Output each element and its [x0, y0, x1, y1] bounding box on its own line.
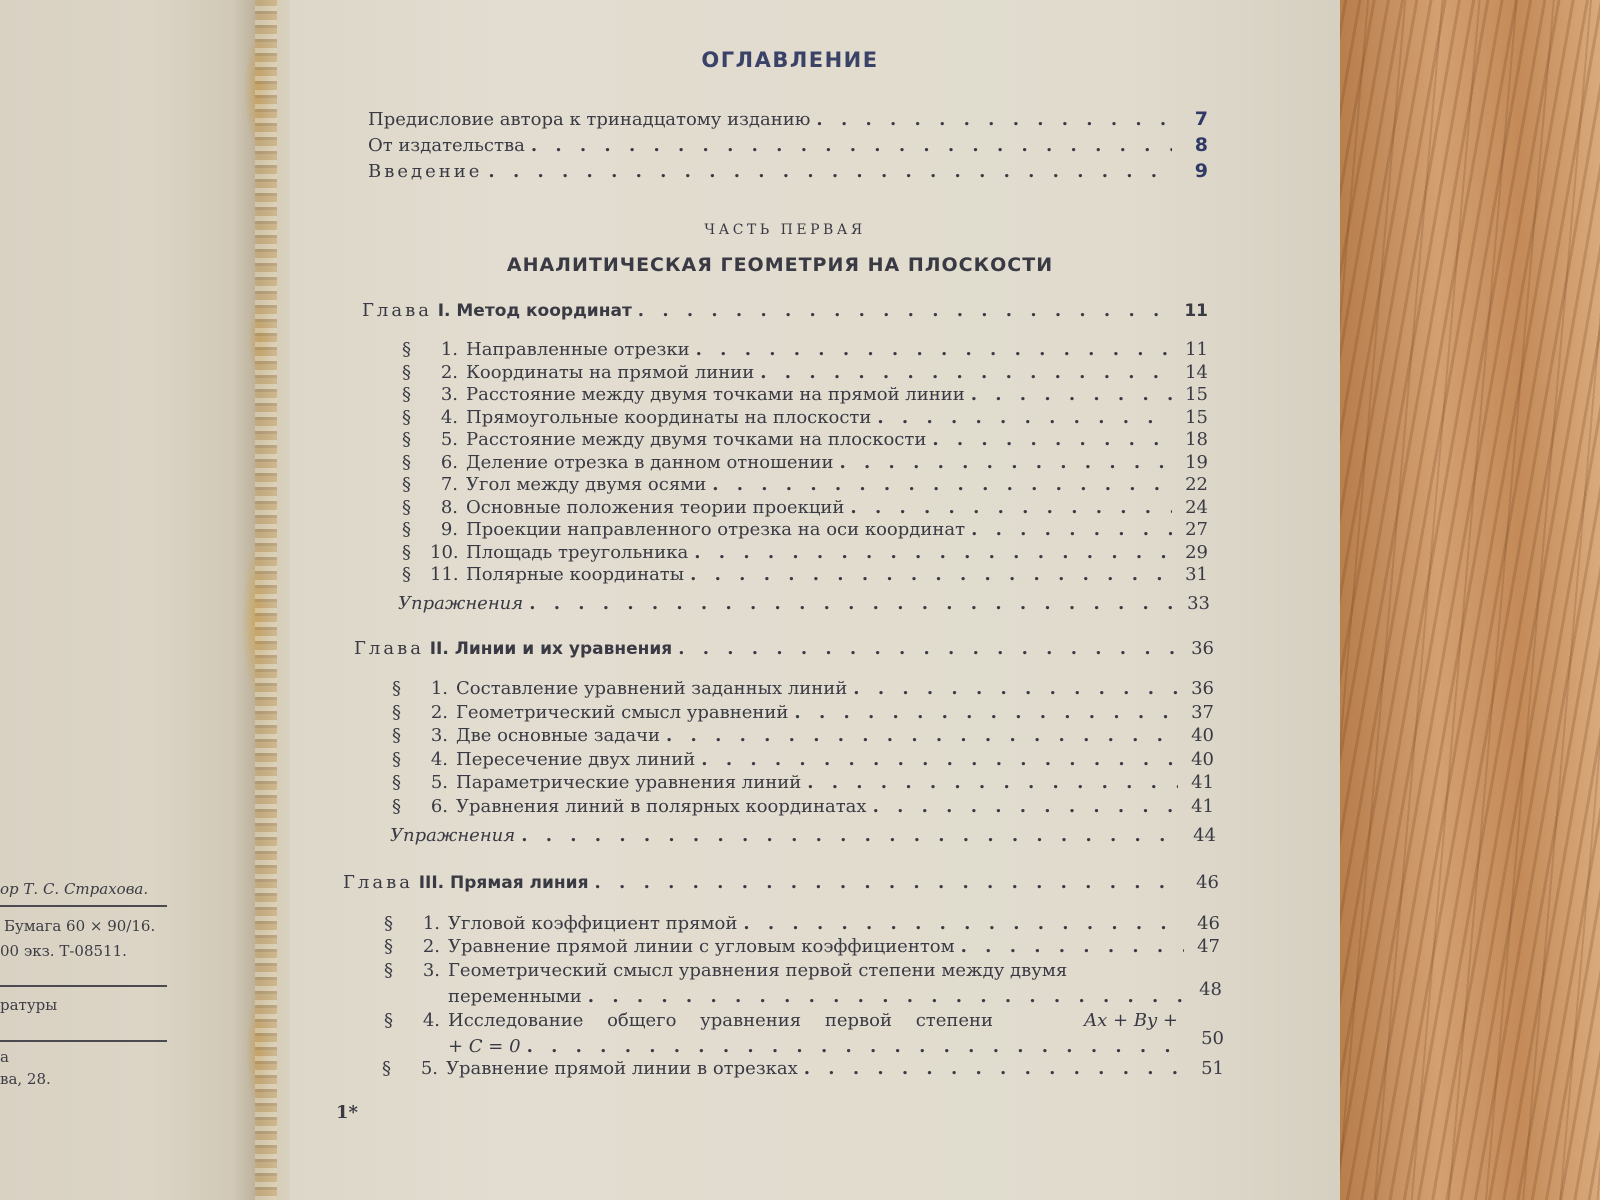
chapter-heading [362, 300, 1208, 321]
section-label: Параметрические уравнения линий [456, 772, 802, 793]
section-number: 11. [430, 564, 459, 585]
section-label: Уравнение прямой линии в отрезках [446, 1058, 798, 1079]
section-symbol: § [382, 1058, 391, 1079]
exercises-label: Упражнения [398, 593, 524, 614]
section-label: Проекции направленного отрезка на оси координат [466, 519, 966, 540]
section-label: Полярные координаты [466, 564, 685, 585]
leader-dots [588, 986, 1186, 1007]
section-symbol: § [392, 678, 401, 699]
section-label: Составление уравнений заданных линий [456, 678, 848, 699]
section-entry [402, 407, 1208, 428]
section-label: Деление отрезка в данном отношении [466, 451, 834, 473]
section-page: 40 [1191, 725, 1214, 746]
divider [0, 1040, 167, 1042]
section-number: 5. [420, 1058, 438, 1079]
section-number: 3. [440, 384, 458, 405]
toc-entry [368, 134, 1208, 156]
leader-dots [794, 702, 1178, 723]
section-entry [392, 725, 1214, 746]
section-number: 2. [440, 361, 458, 383]
section-page: 40 [1191, 748, 1214, 770]
section-entry-line1 [384, 960, 1067, 981]
section-symbol: § [402, 451, 411, 473]
section-label: Угол между двумя осями [466, 474, 707, 495]
section-symbol: § [392, 701, 401, 723]
section-number: 4. [440, 406, 458, 428]
chapter-prefix: Глава [343, 872, 413, 893]
section-page: 24 [1185, 496, 1208, 518]
section-entry-line2 [448, 1028, 1224, 1057]
entry-label: От издательства [368, 135, 525, 156]
section-label: Уравнение прямой линии с угловым коэффициентом [448, 936, 955, 957]
section-entry-line1 [384, 1010, 1178, 1031]
section-entry [402, 362, 1208, 383]
chapter-page: 11 [1184, 301, 1208, 321]
chapter-title: I. Метод координат [437, 301, 632, 321]
exercises-entry [390, 825, 1216, 846]
leader-dots [816, 109, 1172, 130]
chapter-prefix: Глава [354, 638, 424, 659]
section-page: 46 [1197, 913, 1220, 934]
leader-dots [712, 474, 1172, 495]
leader-dots [529, 593, 1174, 614]
section-number: 5. [440, 429, 458, 450]
address-line-a: а [0, 1048, 9, 1066]
toc-entry [368, 160, 1208, 182]
section-symbol: § [392, 772, 401, 793]
leader-dots [807, 772, 1178, 793]
editor-line: ор Т. С. Страхова. [0, 880, 149, 898]
section-page: 41 [1191, 795, 1214, 817]
section-symbol: § [402, 429, 411, 450]
leader-dots [638, 300, 1172, 321]
section-page: 19 [1185, 451, 1208, 473]
leader-dots [521, 825, 1180, 846]
leader-dots [961, 936, 1184, 957]
part-label: ЧАСТЬ ПЕРВАЯ [704, 222, 866, 238]
section-symbol: § [384, 936, 393, 957]
section-symbol: § [384, 960, 393, 981]
section-symbol: § [402, 496, 411, 518]
section-symbol: § [402, 361, 411, 383]
section-number: 4. [430, 748, 448, 770]
section-number: 8. [440, 496, 458, 518]
section-entry [402, 519, 1208, 540]
leader-dots [701, 749, 1178, 770]
leader-dots [595, 872, 1184, 893]
entry-page: 7 [1194, 108, 1208, 130]
section-entry [402, 564, 1208, 585]
section-label: Прямоугольные координаты на плоскости [466, 406, 872, 428]
section-entry [402, 384, 1208, 405]
section-entry [392, 796, 1214, 817]
section-entry [402, 452, 1208, 473]
section-page: 22 [1185, 474, 1208, 495]
section-entry [382, 1058, 1224, 1079]
section-label: Расстояние между двумя точками на плоскости [466, 429, 927, 450]
section-label: Расстояние между двумя точками на прямой линии [466, 384, 965, 405]
section-number: 10. [430, 541, 459, 563]
toc-title: ОГЛАВЛЕНИЕ [701, 48, 879, 72]
section-page: 31 [1185, 564, 1208, 585]
chapter-page: 36 [1191, 638, 1214, 659]
entry-page: 9 [1194, 160, 1208, 182]
section-formula-cont: + C = 0 [448, 1036, 521, 1057]
literature-line: ратуры [0, 996, 58, 1014]
section-number: 9. [440, 519, 458, 540]
entry-label: Введение [368, 161, 483, 182]
section-label: Направленные отрезки [466, 339, 690, 360]
leader-dots [873, 796, 1178, 817]
leader-dots [853, 678, 1178, 699]
section-entry-line2 [448, 979, 1222, 1007]
section-label: Геометрический смысл уравнений [456, 701, 789, 723]
section-entry [392, 678, 1214, 699]
section-number: 1. [430, 678, 448, 699]
leader-dots [666, 725, 1178, 746]
section-entry [402, 497, 1208, 518]
chapter-prefix: Глава [362, 300, 432, 321]
section-page: 48 [1199, 979, 1222, 1000]
section-entry [392, 749, 1214, 770]
section-page: 14 [1185, 361, 1208, 383]
page-signature-mark: 1* [336, 1102, 358, 1123]
toc-entry [368, 108, 1208, 130]
divider [0, 985, 167, 987]
section-label: Площадь треугольника [466, 541, 689, 563]
section-page: 11 [1185, 339, 1208, 360]
section-symbol: § [384, 1010, 393, 1031]
exercises-entry [398, 593, 1210, 614]
leader-dots [696, 339, 1172, 360]
section-page: 36 [1191, 678, 1214, 699]
section-label: Пересечение двух линий [456, 748, 696, 770]
exercises-page: 44 [1193, 825, 1216, 846]
leader-dots [694, 542, 1172, 563]
section-page: 15 [1185, 406, 1208, 428]
leader-dots [932, 429, 1172, 450]
section-number: 6. [430, 795, 448, 817]
leader-dots [850, 497, 1172, 518]
leader-dots [877, 407, 1172, 428]
wooden-table [1330, 0, 1600, 1200]
leader-dots [690, 564, 1172, 585]
section-symbol: § [402, 384, 411, 405]
section-number: 3. [430, 725, 448, 746]
section-formula: Ax + By + [1084, 1010, 1178, 1031]
section-label: Основные положения теории проекций [466, 496, 845, 518]
spine-binding [255, 0, 277, 1200]
section-page: 50 [1201, 1028, 1224, 1049]
section-entry [384, 913, 1220, 934]
section-page: 51 [1201, 1058, 1224, 1079]
section-label: Координаты на прямой линии [466, 361, 755, 383]
section-entry [384, 936, 1220, 957]
entry-label: Предисловие автора к тринадцатому изданию [368, 109, 811, 130]
section-label: Уравнения линий в полярных координатах [456, 795, 867, 817]
chapter-title: III. Прямая линия [418, 873, 589, 893]
section-symbol: § [392, 748, 401, 770]
section-page: 29 [1185, 541, 1208, 563]
section-symbol: § [402, 474, 411, 495]
exercises-page: 33 [1187, 593, 1210, 614]
section-entry [402, 542, 1208, 563]
section-entry [392, 772, 1214, 793]
leader-dots [743, 913, 1184, 934]
chapter-heading [343, 872, 1219, 893]
leader-dots [527, 1036, 1188, 1057]
section-entry [402, 474, 1208, 495]
section-label: Две основные задачи [456, 725, 660, 746]
address-line-b: ва, 28. [0, 1070, 51, 1088]
leader-dots [531, 135, 1172, 156]
leader-dots [678, 638, 1178, 659]
section-symbol: § [392, 725, 401, 746]
section-symbol: § [402, 541, 411, 563]
section-page: 18 [1185, 429, 1208, 450]
leader-dots [488, 161, 1172, 182]
section-label: Исследование общего уравнения первой степени [448, 1010, 994, 1031]
leader-dots [971, 384, 1172, 405]
leader-dots [804, 1058, 1188, 1079]
section-number: 4. [422, 1010, 440, 1031]
section-symbol: § [384, 913, 393, 934]
section-symbol: § [402, 406, 411, 428]
exercises-label: Упражнения [390, 825, 516, 846]
section-page: 15 [1185, 384, 1208, 405]
section-label: Геометрический смысл уравнения первой степени между двумя [448, 960, 1068, 981]
leader-dots [839, 452, 1172, 473]
section-symbol: § [402, 519, 411, 540]
section-label: Угловой коэффициент прямой [448, 913, 738, 934]
section-page: 27 [1185, 519, 1208, 540]
leader-dots [971, 519, 1172, 540]
section-number: 7. [440, 474, 458, 495]
part-title: АНАЛИТИЧЕСКАЯ ГЕОМЕТРИЯ НА ПЛОСКОСТИ [506, 254, 1054, 276]
leader-dots [760, 362, 1172, 383]
section-symbol: § [392, 795, 401, 817]
chapter-heading [354, 638, 1214, 659]
section-label-cont: переменными [448, 986, 582, 1007]
left-page [0, 0, 250, 1200]
section-entry [402, 339, 1208, 360]
paper-line: Бумага 60 × 90/16. [4, 917, 156, 935]
section-symbol: § [402, 339, 411, 360]
print-line: 00 экз. Т-08511. [0, 942, 127, 960]
section-number: 5. [430, 772, 448, 793]
section-number: 1. [440, 339, 458, 360]
section-page: 47 [1197, 936, 1220, 957]
section-symbol: § [402, 564, 411, 585]
section-number: 2. [422, 936, 440, 957]
section-number: 6. [440, 451, 458, 473]
section-page: 37 [1191, 701, 1214, 723]
section-number: 2. [430, 701, 448, 723]
section-entry [402, 429, 1208, 450]
section-number: 1. [422, 913, 440, 934]
chapter-page: 46 [1196, 872, 1219, 893]
section-number: 3. [422, 960, 440, 981]
chapter-title: II. Линии и их уравнения [429, 639, 673, 659]
section-entry [392, 702, 1214, 723]
divider [0, 905, 167, 907]
entry-page: 8 [1194, 134, 1208, 156]
section-page: 41 [1191, 772, 1214, 793]
